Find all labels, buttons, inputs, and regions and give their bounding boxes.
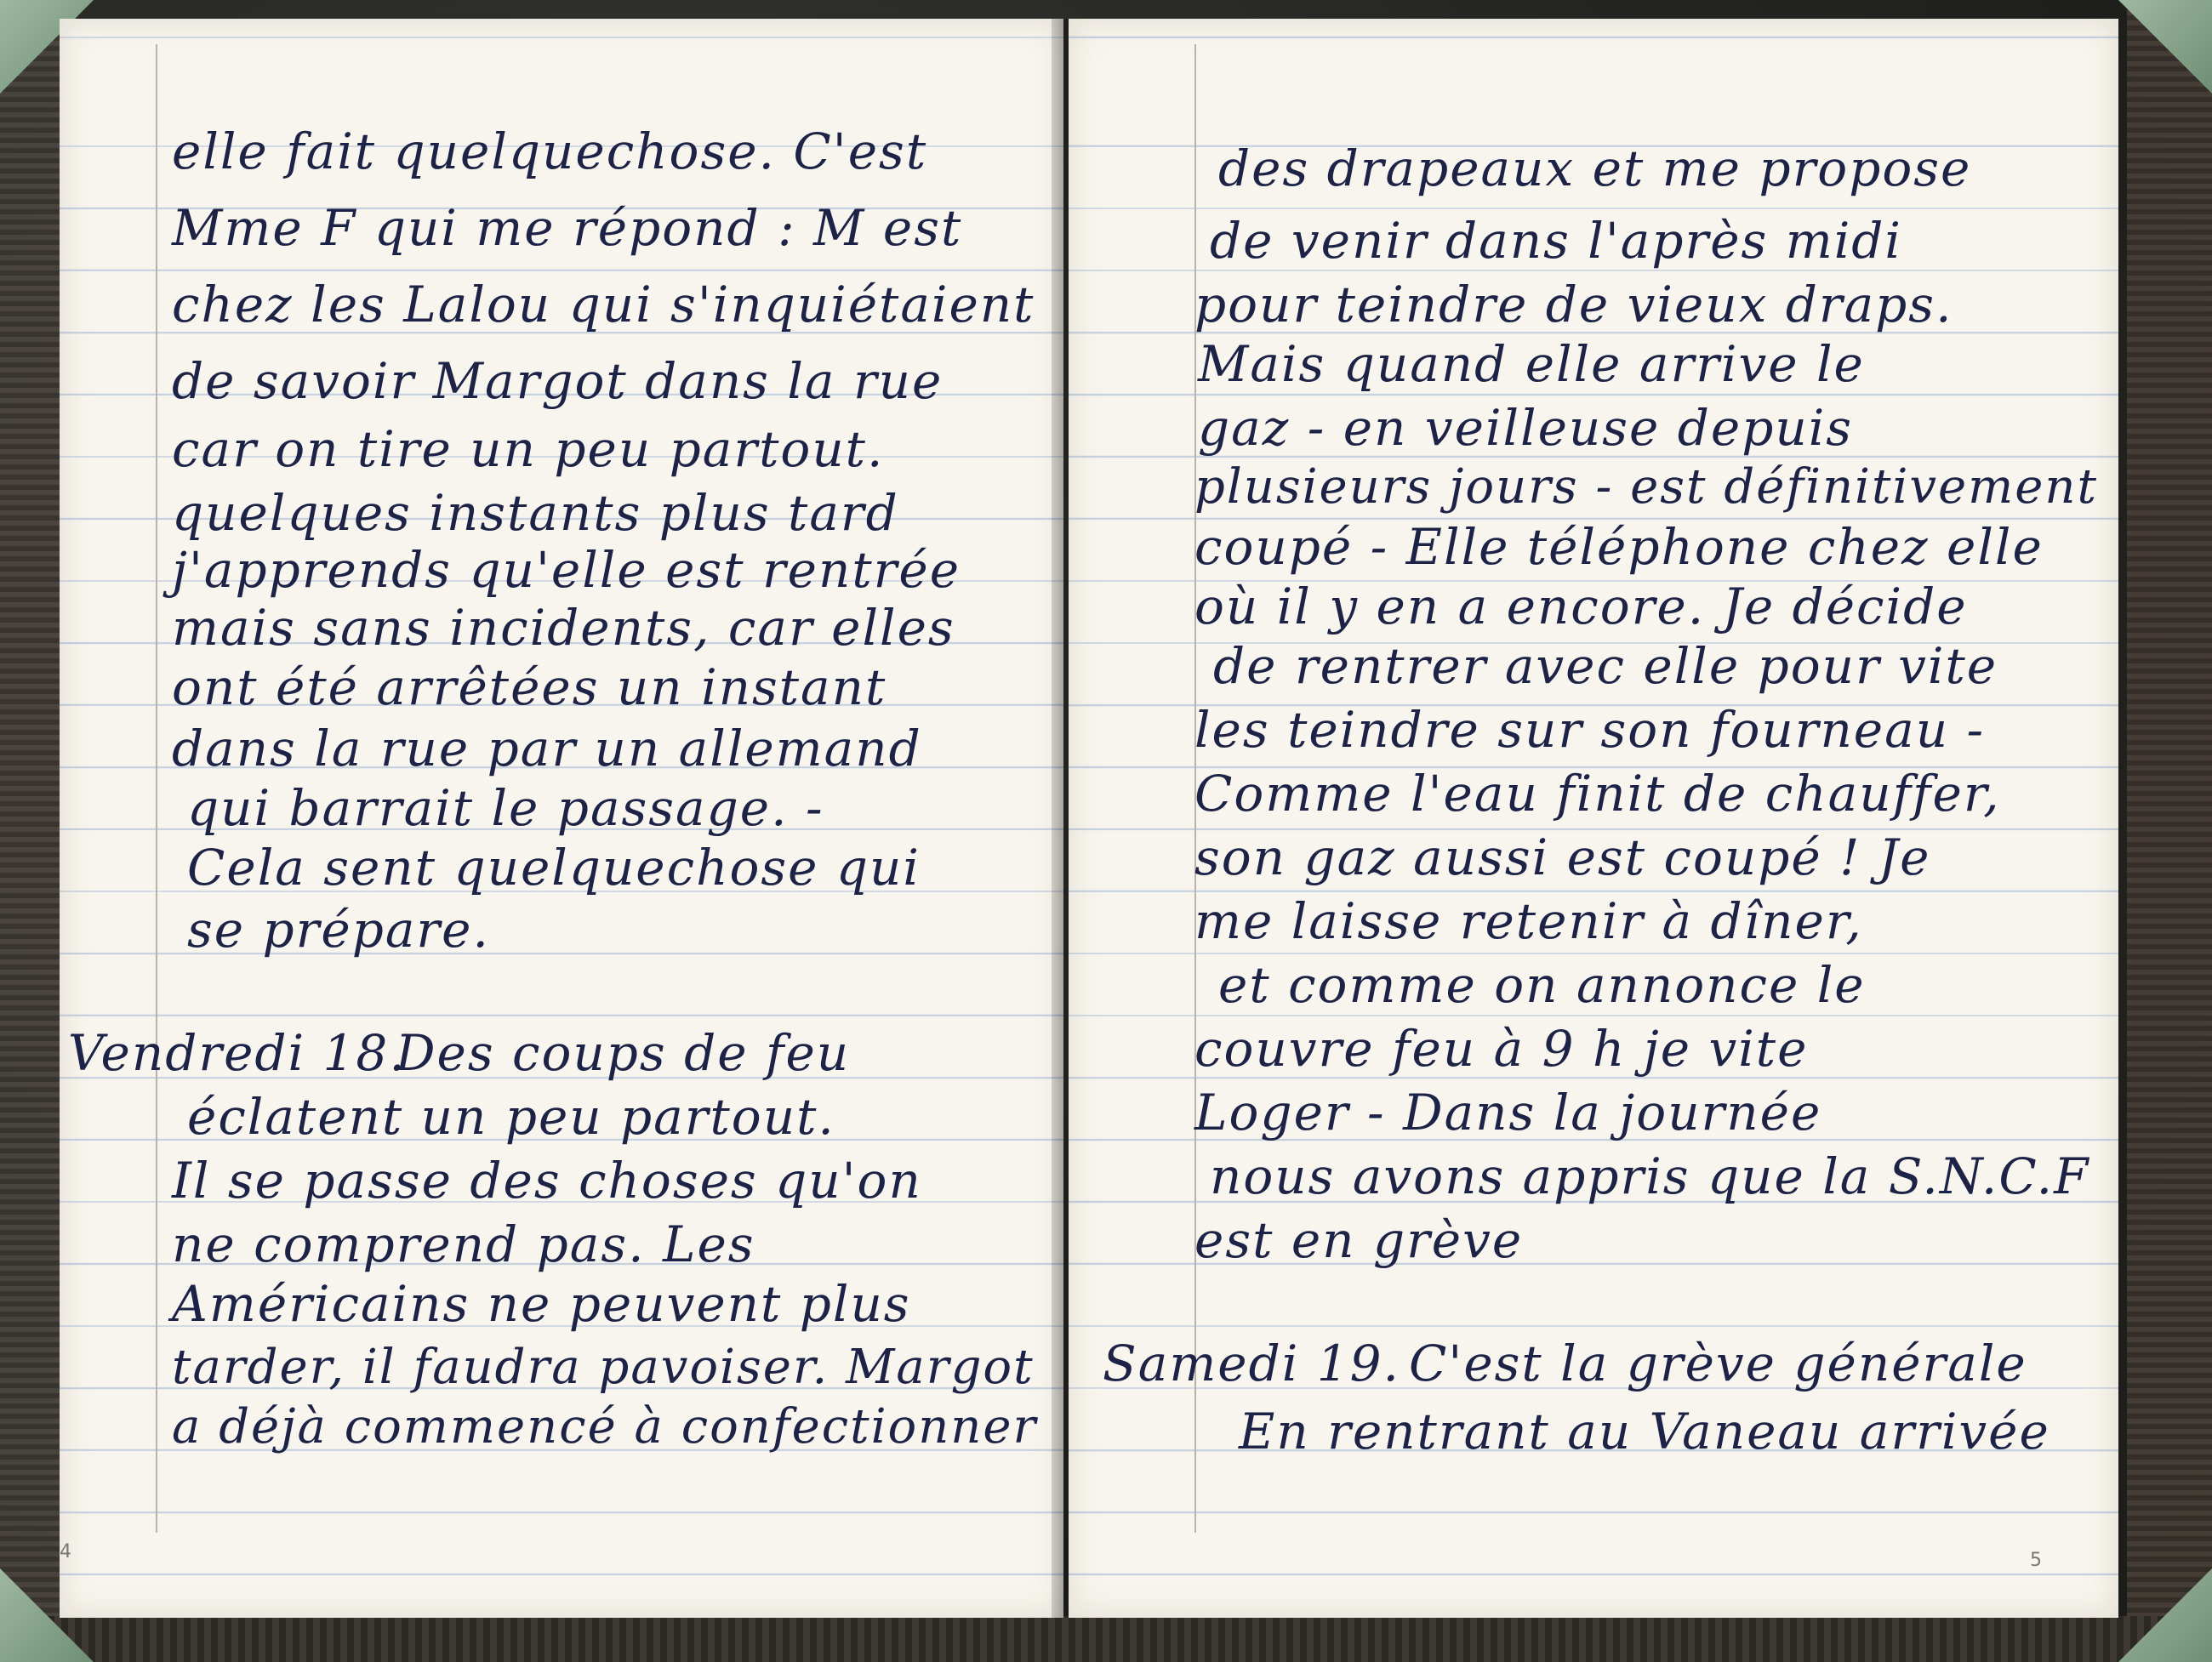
handwritten-line: éclatent un peu partout. [187,1088,835,1146]
handwritten-line: me laisse retenir à dîner, [1194,892,1863,950]
handwritten-line: a déjà commencé à confectionner [172,1399,1038,1454]
handwritten-line: mais sans incidents, car elles [172,599,955,657]
handwritten-line: pour teindre de vieux draps. [1194,276,1953,333]
handwritten-line: de venir dans l'après midi [1210,212,1902,270]
margin-line [156,44,157,1533]
handwritten-line: son gaz aussi est coupé ! Je [1194,828,1931,886]
handwritten-line: Mme F qui me répond : M est [172,199,963,257]
handwritten-line: En rentrant au Vaneau arrivée [1239,1403,2050,1460]
handwritten-line: Cela sent quelquechose qui [187,839,921,896]
handwritten-line: j'apprends qu'elle est rentrée [172,541,961,599]
handwritten-line: est en grève [1194,1211,1524,1269]
cover-edge-bottom [0,1616,2212,1662]
handwritten-line: C'est la grève générale [1409,1335,2027,1392]
handwritten-line: elle fait quelquechose. C'est [172,122,928,180]
handwritten-line: plusieurs jours - est définitivement [1194,459,2098,515]
entry-date: Samedi 19. [1103,1335,1400,1392]
handwritten-line: couvre feu à 9 h je vite [1194,1020,1809,1078]
page-number: 4 [60,1541,71,1562]
handwritten-line: Des coups de feu [396,1024,851,1082]
handwritten-line: ne comprend pas. Les [172,1215,755,1273]
handwritten-line: nous avons appris que la S.N.C.F [1210,1147,2090,1205]
handwritten-line: tarder, il faudra pavoiser. Margot [172,1340,1035,1395]
handwritten-line: qui barrait le passage. - [187,779,824,837]
left-page [60,19,1063,1618]
handwritten-line: de savoir Margot dans la rue [172,352,944,410]
handwritten-line: car on tire un peu partout. [172,420,885,478]
handwritten-line: gaz - en veilleuse depuis [1198,399,1854,457]
handwritten-line: ont été arrêtées un instant [172,658,887,716]
handwritten-line: où il y en a encore. Je décide [1194,578,1968,635]
handwritten-line: et comme on annonce le [1218,956,1866,1014]
handwritten-line: les teindre sur son fourneau - [1194,701,1986,759]
cover-edge-right [2127,0,2212,1662]
entry-date: Vendredi 18. [68,1024,407,1082]
handwritten-line: Il se passe des choses qu'on [172,1152,922,1210]
right-page [1069,19,2118,1618]
handwritten-line: chez les Lalou qui s'inquiétaient [172,276,1035,333]
handwritten-line: Comme l'eau finit de chauffer, [1194,765,2001,822]
handwritten-line: de rentrer avec elle pour vite [1213,637,1998,695]
handwritten-line: des drapeaux et me propose [1218,139,1972,197]
page-number: 5 [2030,1550,2042,1571]
handwritten-line: quelques instants plus tard [172,484,899,542]
handwritten-line: Loger - Dans la journée [1194,1084,1822,1141]
handwritten-line: Mais quand elle arrive le [1198,335,1865,393]
handwritten-line: se prépare. [187,901,490,959]
handwritten-line: coupé - Elle téléphone chez elle [1194,518,2044,576]
handwritten-line: Américains ne peuvent plus [172,1275,911,1333]
handwritten-line: dans la rue par un allemand [172,720,922,777]
